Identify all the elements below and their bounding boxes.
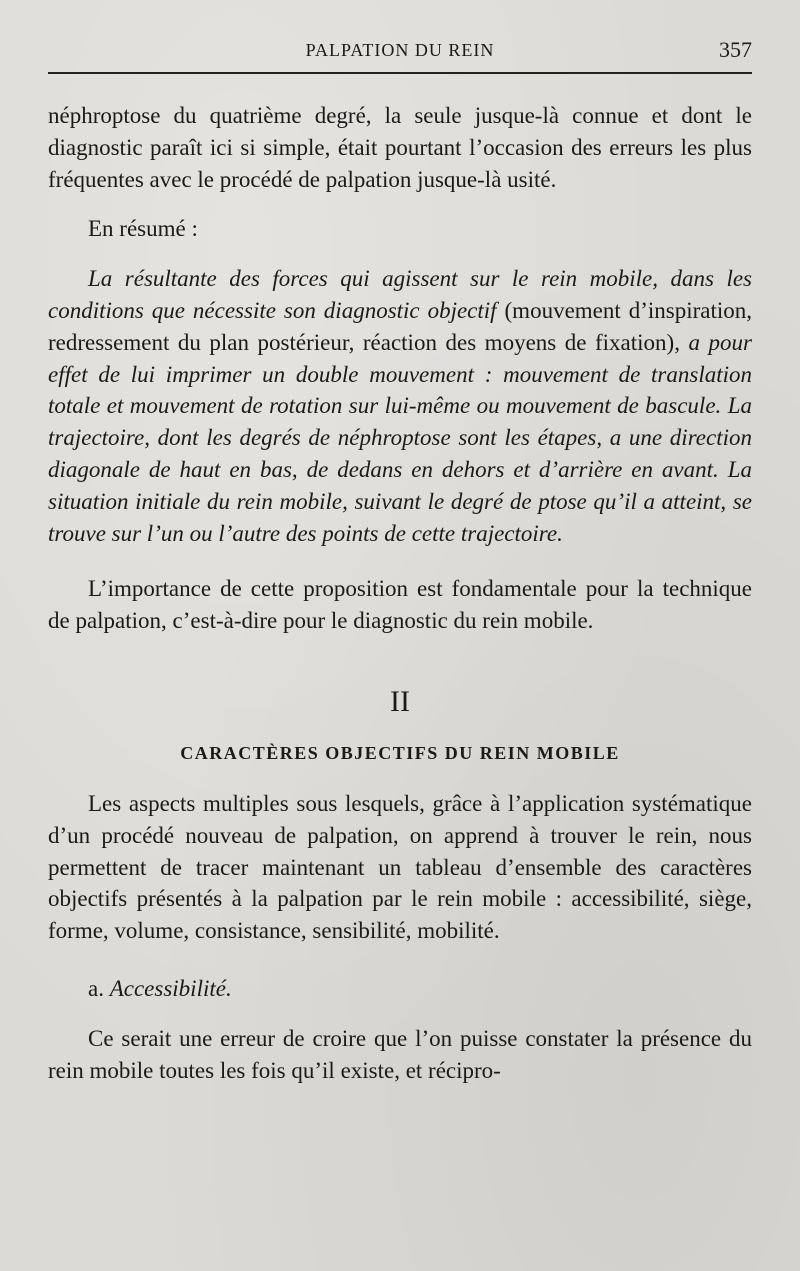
- summary-paragraph: [48, 263, 752, 549]
- page-number: 357: [719, 37, 752, 62]
- subsection-heading: [48, 973, 752, 1005]
- page-content: [48, 100, 752, 1086]
- section-title: CARACTÈRES OBJECTIFS DU REIN MOBILE: [180, 742, 620, 763]
- paragraph-nephroptose: néphroptose du quatrième degré, la seule jusque-là connue et dont le diagnostic paraît ici si simple, était pourtant l’occasion des erreurs les plus fréquentes avec le procédé de palpation jusque-là usité.: [48, 103, 752, 192]
- summary-italic-text: La résultante des forces qui agissent sur le rein mobile, dans les conditions que nécessite son diagnostic objectif: [48, 266, 752, 323]
- paragraph-importance: L’importance de cette proposition est fondamentale pour la technique de palpation, c’est-à-dire pour le diagnostic du rein mobile.: [48, 576, 752, 634]
- subsection-title: Accessibilité.: [109, 975, 232, 1001]
- subsection-letter: a.: [88, 975, 104, 1001]
- en-resume-line: En résumé :: [88, 216, 198, 242]
- paragraph-aspects: Les aspects multiples sous lesquels, grâce à l’application systématique d’un procédé nouveau de palpation, on apprend à trouver le rein, nous permettent de tracer maintenant un tableau d’ensemble des caractères objectifs présentés à la palpation par le rein mobile : accessibilité, siège, forme, volume, consistance, sensibilité, mobilité.: [48, 790, 752, 944]
- page-header: [48, 32, 752, 74]
- running-head: PALPATION DU REIN: [305, 40, 495, 60]
- paragraph-last: Ce serait une erreur de croire que l’on puisse constater la présence du rein mobile toutes les fois qu’il existe, et récipro-: [48, 1025, 752, 1083]
- summary-italic-text-2: a pour effet de lui imprimer un double mouvement : mouvement de translation totale et mouvement de rotation sur lui-même ou mouvement de bascule. La trajectoire, dont les degrés de néphroptose sont les étapes, a une direction diagonale de haut en bas, de dedans en dehors et d’arrière en avant. La situation initiale du rein mobile, suivant le degré de ptose qu’il a atteint, se trouve sur l’un ou l’autre des points de cette trajectoire.: [48, 329, 753, 546]
- section-number: II: [390, 684, 410, 718]
- summary-roman-text: (mouvement d’inspiration, redressement du plan postérieur, réaction des moyens de fixation),: [48, 297, 752, 355]
